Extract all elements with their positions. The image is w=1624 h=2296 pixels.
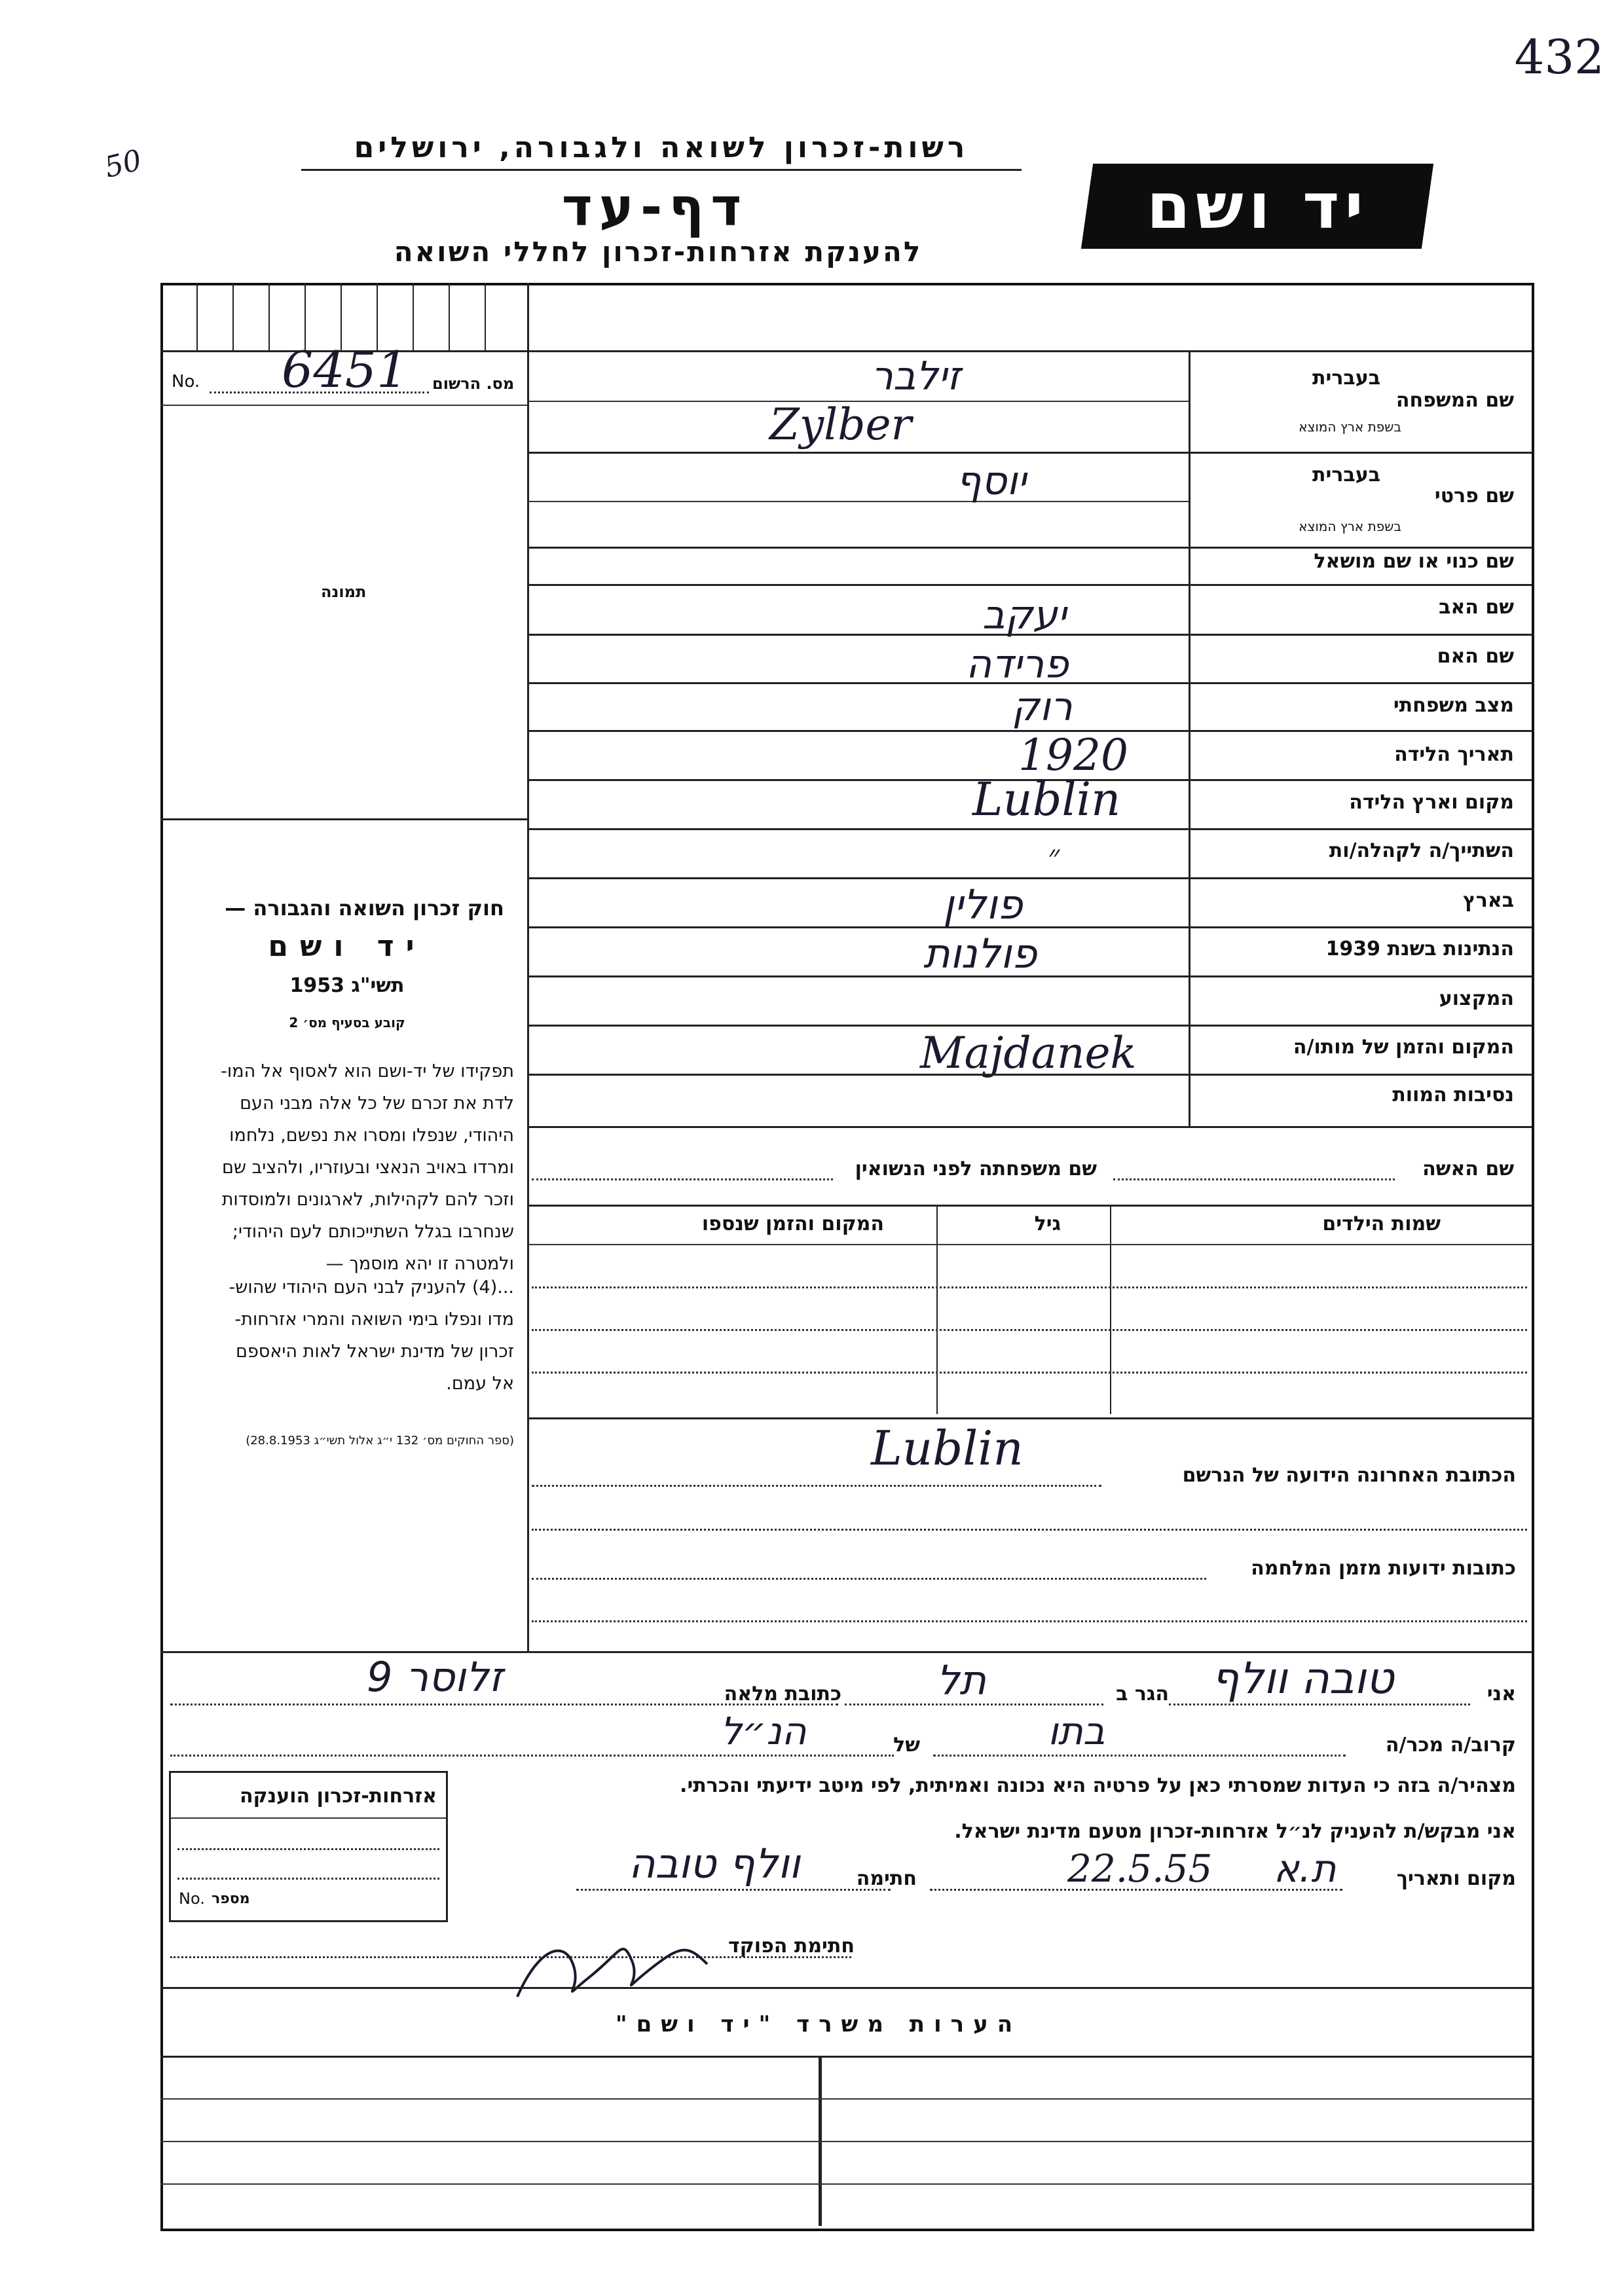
resides-label: הגר ב (1116, 1683, 1169, 1705)
law-title: חוק זכרון השואה והגבורה — (225, 896, 504, 920)
birth-place-label: מקום וארץ הלידה (1349, 791, 1514, 814)
community-label: השתייך/ה לקהלה/ות (1329, 839, 1514, 862)
first-name-label: שם פרטי (1434, 484, 1514, 507)
of-value: הנ״ל (720, 1709, 807, 1753)
profession-divider (527, 1025, 1532, 1027)
children-header-line (527, 1244, 1532, 1245)
signature-label: חתימה (856, 1867, 917, 1890)
country-label: בארץ (1462, 889, 1514, 912)
law-paragraph-2 (229, 1271, 514, 1400)
nickname-label: שם כנוי או שם מושאל (1314, 550, 1514, 573)
law-line: אל עמם. (446, 1374, 514, 1394)
death-place-value: Majdanek (920, 1028, 1137, 1078)
mother-label: שם האם (1437, 645, 1514, 668)
citizenship-value: פולנות (923, 930, 1037, 977)
last-address-line (532, 1485, 1101, 1487)
war-address-extra-line (532, 1620, 1527, 1622)
marital-label: מצב משפחתי (1393, 694, 1514, 717)
children-row-line (532, 1329, 1527, 1331)
office-notes-row (160, 2183, 1532, 2185)
country-value: פולין (943, 881, 1023, 928)
children-place-header: המקום והזמן שנספו (701, 1212, 884, 1235)
office-notes-line (160, 2056, 1532, 2058)
registration-en-label: No. (172, 372, 200, 392)
resides-value: תל (936, 1656, 986, 1704)
first-name-sub-hebrew: בעברית (1312, 464, 1380, 486)
signature-line (576, 1889, 891, 1891)
death-circ-divider (527, 1126, 1532, 1128)
wife-divider (527, 1205, 1532, 1207)
birth-place-divider (527, 828, 1532, 830)
wife-line (1113, 1178, 1395, 1180)
law-line: לדת את זכרם של כל אלה מבני העם (240, 1093, 514, 1114)
office-notes-top-divider (160, 1987, 1532, 1989)
law-line: זכרון של מדינת ישראל לאות היאספם (236, 1341, 514, 1362)
community-divider (527, 877, 1532, 879)
wife-maiden-line (532, 1178, 833, 1180)
birth-date-label: תאריך הלידה (1394, 743, 1514, 766)
mother-value: פרידה (966, 642, 1069, 687)
first-name-sub-origin: בשפת ארץ המוצא (1299, 519, 1401, 534)
date-value: 22.5.55 (1067, 1846, 1213, 1891)
relative-label: קרוב/ה מכר/ה (1385, 1734, 1516, 1757)
declarant-signature: וולף טובה (629, 1840, 800, 1887)
law-line: וזכר להם לקהילות, לארגונים ולמוסדות (221, 1190, 514, 1210)
office-notes-row (160, 2098, 1532, 2100)
law-year: תשי"ג 1953 (289, 974, 405, 997)
form-subtitle: להענקת אזרחות-זכרון לחללי השואה (394, 236, 923, 268)
of-label: של (893, 1734, 920, 1757)
address-line (170, 1704, 838, 1705)
officer-signature-scribble (511, 1925, 727, 2010)
father-label: שם האב (1439, 596, 1514, 619)
profession-label: המקצוע (1439, 987, 1514, 1010)
children-col-divider-1 (1110, 1205, 1111, 1414)
family-name-sub-hebrew: בעברית (1312, 367, 1380, 390)
law-line: שנחרבו בגלל השתייכותם לעם היהודי; (232, 1222, 514, 1242)
marital-value: רוק (1012, 684, 1073, 730)
photo-label: תמונה (321, 583, 367, 601)
children-col-divider-2 (936, 1205, 938, 1414)
declaration-statement-1: מצהיר/ה בזה כי העדות שמסרתי כאן על פרטיה היא נכונה ואמיתית, לפי מיטב ידיעתי והכרתי. (680, 1774, 1516, 1797)
children-age-header: גיל (1034, 1212, 1061, 1235)
children-row-line (532, 1372, 1527, 1374)
law-line: ומרדו באויב הנאצי ובעוזריו, ולהציב שם (221, 1157, 514, 1178)
declarant-i-label: אני (1486, 1683, 1516, 1705)
law-paragraph-1 (221, 1055, 514, 1280)
relative-line (933, 1755, 1346, 1757)
family-name-origin-value: Zylber (769, 399, 912, 450)
nickname-divider (527, 584, 1532, 586)
law-line: מדו ונפלו בימי השואה והמרי אזרחות- (234, 1309, 514, 1330)
family-name-sub-origin: בשפת ארץ המוצא (1299, 419, 1401, 435)
war-address-line (532, 1578, 1206, 1580)
wife-maiden-label: שם משפחתה לפני הנשואין (855, 1157, 1097, 1180)
father-divider (527, 634, 1532, 636)
law-line: תפקידו של יד-ושם הוא לאסוף אל המו- (221, 1061, 514, 1082)
registration-underline (160, 405, 527, 406)
form-title: דף-עד (561, 177, 748, 238)
yad-vashem-logo (1081, 164, 1433, 249)
law-name: יד ושם (268, 930, 426, 963)
children-row-line (532, 1286, 1527, 1288)
family-name-hebrew-value: זילבר (871, 354, 961, 399)
place-value: ת.א (1274, 1846, 1337, 1891)
officer-signature-label: חתימת הפוקד (728, 1935, 855, 1958)
officer-signature (511, 1925, 727, 2013)
office-notes-row (160, 2141, 1532, 2142)
corner-mark: 50 (101, 143, 145, 185)
children-names-header: שמות הילדים (1322, 1212, 1441, 1235)
first-name-row-line (527, 501, 1189, 502)
citizenship-granted-box (169, 1771, 448, 1922)
first-name-hebrew-value: יוסף (956, 458, 1027, 504)
left-column-divider (527, 283, 529, 1651)
address-label: כתובת מלאה (724, 1683, 841, 1705)
father-value: יעקב (982, 592, 1067, 638)
address-extra-line (532, 1529, 1527, 1531)
birth-place-value: Lublin (972, 773, 1121, 826)
declaration-statement-2: אני מבקש/ת להעניק לנ״ל אזרחות-זכרון מטעם מדינת ישראל. (954, 1820, 1516, 1843)
birth-date-value: 1920 (1018, 730, 1128, 780)
photo-box-bottom (160, 818, 527, 820)
of-line (170, 1755, 894, 1757)
country-divider (527, 926, 1532, 928)
family-name-divider (527, 452, 1532, 454)
citizenship-box-title: אזרחות-זכרון הוענקה (239, 1785, 437, 1808)
declarant-name: טובה וולף (1211, 1653, 1394, 1704)
authority-heading: רשות-זכרון לשואה ולגבורה, ירושלים (354, 131, 969, 164)
war-addresses-label: כתובות ידועות מזמן המלחמה (1251, 1557, 1516, 1580)
wife-label: שם האשה (1422, 1157, 1514, 1180)
law-line: ...(4) להעניק לבני העם היהודי שהוש- (229, 1277, 514, 1298)
children-divider (527, 1417, 1532, 1419)
death-place-label: המקום והזמן של מותו/ה (1293, 1036, 1514, 1059)
citizenship-box-number-en: No. (179, 1889, 205, 1908)
law-line: היהודי, שנפלו ומסרו את נפשם, נלחמו (229, 1125, 514, 1146)
address-value: זלוסר 9 (367, 1653, 503, 1701)
community-value: ״ (1048, 838, 1060, 875)
relative-value: בתו (1048, 1709, 1105, 1753)
citizenship-box-number-he: מספר (212, 1891, 250, 1907)
citizenship-divider (527, 975, 1532, 977)
law-source: (ספר החוקים מס׳ 132 י״ג אלול תשי״ג 28.8.1953) (246, 1434, 514, 1448)
page-number: 432 (1514, 29, 1604, 84)
labels-column-divider (1189, 350, 1190, 1126)
last-address-label: הכתובת האחרונה הידועה של הנרשם (1182, 1464, 1516, 1487)
death-place-divider (527, 1074, 1532, 1076)
office-notes-heading: הערות משרד "יד ושם" (615, 2011, 1022, 2037)
place-date-label: מקום ותאריך (1396, 1867, 1516, 1890)
citizenship-label: הנתינות בשנת 1939 (1325, 938, 1514, 960)
family-name-label: שם המשפחה (1395, 389, 1514, 412)
authority-underline (301, 169, 1022, 171)
law-line: ולמטרה זו יהא מוסמך — (325, 1254, 514, 1274)
registration-he-label: מס. הרשום (432, 374, 515, 393)
registration-number: 6451 (282, 340, 409, 399)
death-circ-label: נסיבות המוות (1392, 1084, 1514, 1106)
last-address-value: Lublin (871, 1421, 1024, 1476)
logo-text: יד ושם (1146, 170, 1369, 243)
declarant-name-line (1169, 1704, 1470, 1705)
first-name-divider (527, 547, 1532, 549)
law-clause: קובע בסעיף מס׳ 2 (289, 1015, 405, 1030)
